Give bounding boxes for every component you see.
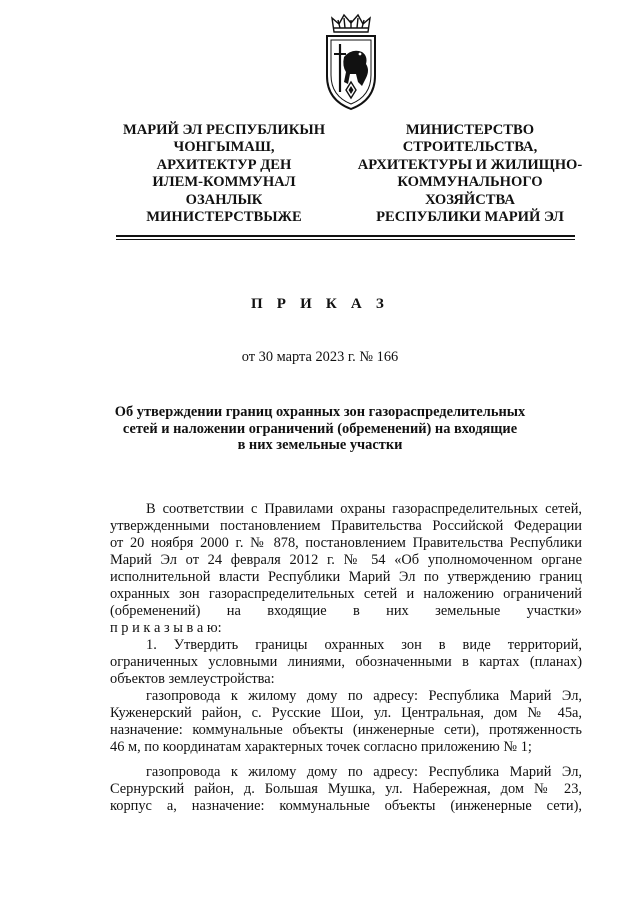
body-line: Сернурский район, д. Большая Мушка, ул. Набережная, дом № 23, (110, 781, 582, 797)
document-subject (100, 404, 540, 454)
header-left-line: МИНИСТЕРСТВЫЖЕ (146, 209, 302, 226)
body-line: 46 м, по координатам характерных точек согласно приложению № 1; (110, 739, 532, 755)
document-title: П Р И К А З (250, 296, 390, 312)
body-line: утвержденными постановлением Правительства Российской Федерации (110, 518, 582, 534)
body-line: В соответствии с Правилами охраны газораспределительных сетей, (146, 501, 582, 517)
subject-line: в них земельные участки (237, 437, 403, 454)
body-line: корпус а, назначение: коммунальные объекты (инженерные сети), (110, 798, 582, 814)
header-left-line: ОЗАНЛЫК (185, 191, 263, 208)
body-line: 1. Утвердить границы охранных зон в виде территорий, (146, 637, 582, 653)
header-right-ministry-name (350, 122, 590, 226)
header-divider-thick (116, 235, 575, 237)
header-left-ministry-name (104, 122, 344, 226)
body-line: Марий Эл от 24 февраля 2012 г. № 54 «Об уполномоченном органе (110, 552, 582, 568)
coat-of-arms-emblem (322, 12, 380, 112)
header-right-line: РЕСПУБЛИКИ МАРИЙ ЭЛ (376, 209, 564, 226)
header-left-line: АРХИТЕКТУР ДЕН (156, 156, 292, 173)
header-left-line: ИЛЕМ-КОММУНАЛ (152, 174, 296, 191)
body-line: объектов землеустройства: (110, 671, 275, 687)
header-divider-thin (116, 239, 575, 240)
document-date-number: от 30 марта 2023 г. № 166 (241, 349, 399, 365)
header-left-line: ЧОНГЫМАШ, (173, 139, 275, 156)
body-line: ограниченных условными линиями, обозначенными в картах (планах) (110, 654, 582, 670)
header-right-line: АРХИТЕКТУРЫ И ЖИЛИЩНО- (357, 156, 583, 173)
body-line: назначение: коммунальные объекты (инженерные сети), протяженность (110, 722, 582, 738)
body-line: газопровода к жилому дому по адресу: Республика Марий Эл, (146, 764, 582, 780)
body-line: Куженерский район, с. Русские Шои, ул. Центральная, дом № 45а, (110, 705, 582, 721)
body-line: охранных зон газораспределительных сетей и наложению ограничений (110, 586, 582, 602)
subject-line: Об утверждении границ охранных зон газораспределительных (114, 404, 526, 420)
body-line: (обременений) на входящие в них земельные участки» (110, 603, 582, 619)
header-right-line: СТРОИТЕЛЬСТВА, (402, 139, 538, 156)
header-right-line: ХОЗЯЙСТВА (425, 191, 515, 208)
document-body (110, 501, 582, 815)
body-line: от 20 ноября 2000 г. № 878, постановлением Правительства Республики (110, 535, 582, 551)
header-right-line: КОММУНАЛЬНОГО (397, 174, 543, 191)
body-line: исполнительной власти Республики Марий Эл по утверждению границ (110, 569, 582, 585)
body-line: газопровода к жилому дому по адресу: Республика Марий Эл, (146, 688, 582, 704)
header-left-line: МАРИЙ ЭЛ РЕСПУБЛИКЫН (122, 122, 326, 138)
header-right-line: МИНИСТЕРСТВО (405, 122, 535, 138)
order-verb-prikazyvayu: п р и к а з ы в а ю: (110, 620, 222, 636)
paragraph-gap (110, 756, 582, 764)
subject-line: сетей и наложении ограничений (обременений) на входящие (122, 420, 518, 437)
